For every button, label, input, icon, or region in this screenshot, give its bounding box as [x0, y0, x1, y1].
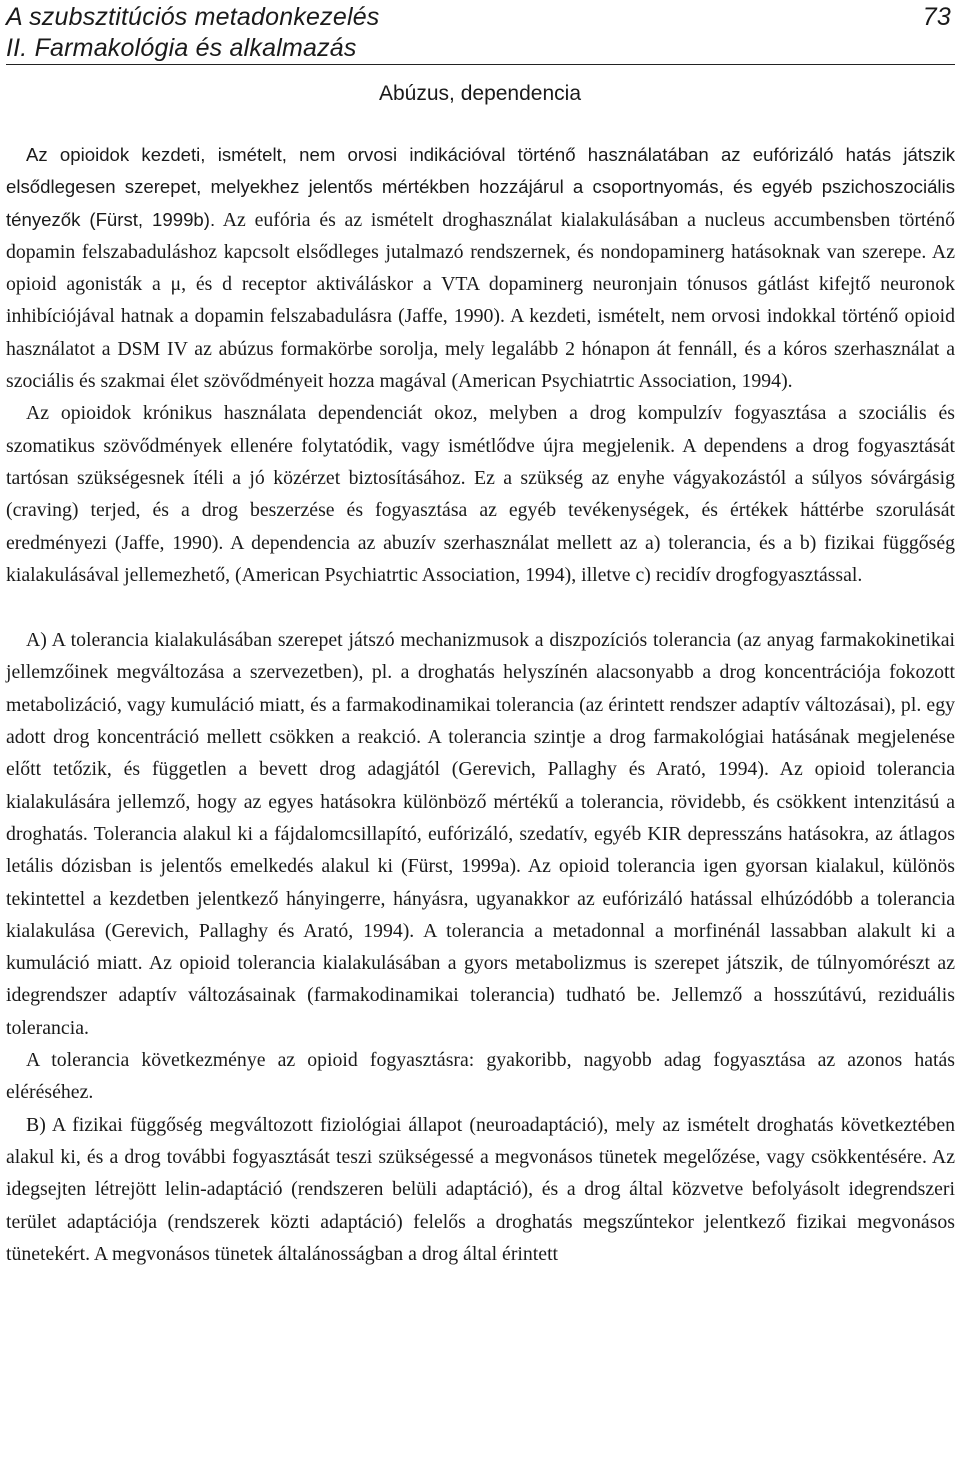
paragraph-gap	[6, 591, 955, 624]
paragraph-1-sans-part: Az opioidok kezdeti, ismételt, nem orvosi indikációval történő használatában az eufórizáló hatás játszik elsődlegesen szerepet, melyekhez jelentős mértékben hozzájárul a csoportnyomás, és egyéb pszichoszociális tényezők (Fürst, 1999b).	[6, 144, 955, 230]
paragraph-3: A) A tolerancia kialakulásában szerepet játszó mechanizmusok a diszpozíciós tolerancia (az anyag farmakokinetikai jellemzőinek megváltozása a szervezetben), pl. a droghatás helyszínén alacsonyabb a drog koncentrációja fokozott metabolizáció, vagy kumuláció miatt, és a farmakodinamikai tolerancia (az érintett rendszer adaptív változásai), pl. egy adott drog koncentráció mellett csökken a reakció. A tolerancia szintje a drog farmakológiai hatásának megjelenése előtt tetőzik, és független a bevett drog adagjától (Gerevich, Pallaghy és Arató, 1994). Az opioid tolerancia kialakulására jellemző, hogy az egyes hatásokra különböző mértékű a tolerancia, rövidebb, és csökkent intenzitású a droghatás. Tolerancia alakul ki a fájdalomcsillapító, eufórizáló, szedatív, egyéb KIR depresszáns hatásokra, az átlagos letális dózisban is jelentős emelkedés alakul ki (Fürst, 1999a). Az opioid tolerancia igen gyorsan kialakul, különös tekintettel a kezdetben jelentkező hányingerre, hányásra, ugyanakkor az eufórizáló hatással elhúzódóbb a tolerancia kialakulása (Gerevich, Pallaghy és Arató, 1994). A tolerancia a metadonnal a morfinénál lassabban alakult ki a kumuláció miatt. Az opioid tolerancia kialakulásában a gyors metabolizmus is szerepet játszik, de túlnyomórészt az idegrendszer adaptív változásainak (farmakodinamikai tolerancia) tudható be. Jellemző a hosszútávú, reziduális tolerancia.	[6, 629, 955, 1039]
page-number: 73	[922, 3, 951, 31]
paragraph-4: A tolerancia következménye az opioid fogyasztásra: gyakoribb, nagyobb adag fogyasztása az azonos hatás eléréséhez.	[6, 1049, 955, 1104]
body-text	[6, 139, 955, 1270]
paragraph-1	[6, 139, 955, 397]
paragraph-2: Az opioidok krónikus használata dependenciát okoz, melyben a drog kompulzív fogyasztása a szociális és szomatikus szövődmények ellenére folytatódik, vagy ismétlődve újra megjelenik. A dependens a drog fogyasztását tartósan szükségesnek ítéli a jó közérzet biztosításához. Ez a szükség az enyhe vágyakozástól a súlyos sóvárgásig (craving) terjed, és a drog beszerzése és fogyasztása az egyéb tevékenységek, és értékek háttérbe szorulását eredményezi (Jaffe, 1990). A dependencia az abuzív szerhasználat mellett az a) tolerancia, és a b) fizikai függőség kialakulásával jellemezhető, (American Psychiatrtic Association, 1994), illetve c) recidív drogfogyasztással.	[6, 402, 955, 586]
section-title: Abúzus, dependencia	[379, 82, 581, 105]
paragraph-5: B) A fizikai függőség megváltozott fiziológiai állapot (neuroadaptáció), mely az ismételt droghatás következtében alakul ki, és a drog további fogyasztását teszi szükségessé a megvonásos tünetek megelőzése, vagy csökkentésére. Az idegsejten létrejött lelin-adaptáció (rendszeren belüli adaptáció), és a drog által közvetve befolyásolt idegrendszeri terület adaptációja (rendszerek közti adaptáció) felelős a droghatás megszűntekor jelentkező fizikai megvonásos tünetekért. A megvonásos tünetek általánosságban a drog által érintett	[6, 1113, 955, 1265]
paragraph-1-serif-part: Az eufória és az ismételt droghasználat kialakulásában a nucleus accumbensben történő dopamin felszabaduláshoz kapcsolt elsődleges jutalmazó rendszernek, és nondopaminerg hatásoknak van szerepe. Az opioid agonisták a μ, és d receptor aktiváláskor a VTA dopaminerg neuronjain tónusos gátlást kifejtő neuronok inhibíciójával hatnak a dopamin felszabadulásra (Jaffe, 1990). A kezdeti, ismételt, nem orvosi indokkal történő opioid használatot a DSM IV az abúzus formakörbe sorolja, mely legalább 2 hónapon át fennáll, és a kóros szerhasználat a szociális és szakmai élet szövődményeit hozza magával (American Psychiatrtic Association, 1994).	[6, 208, 955, 393]
running-header	[6, 0, 955, 65]
running-header-section: II. Farmakológia és alkalmazás	[6, 34, 357, 62]
running-header-chapter: A szubsztitúciós metadonkezelés	[6, 3, 380, 31]
